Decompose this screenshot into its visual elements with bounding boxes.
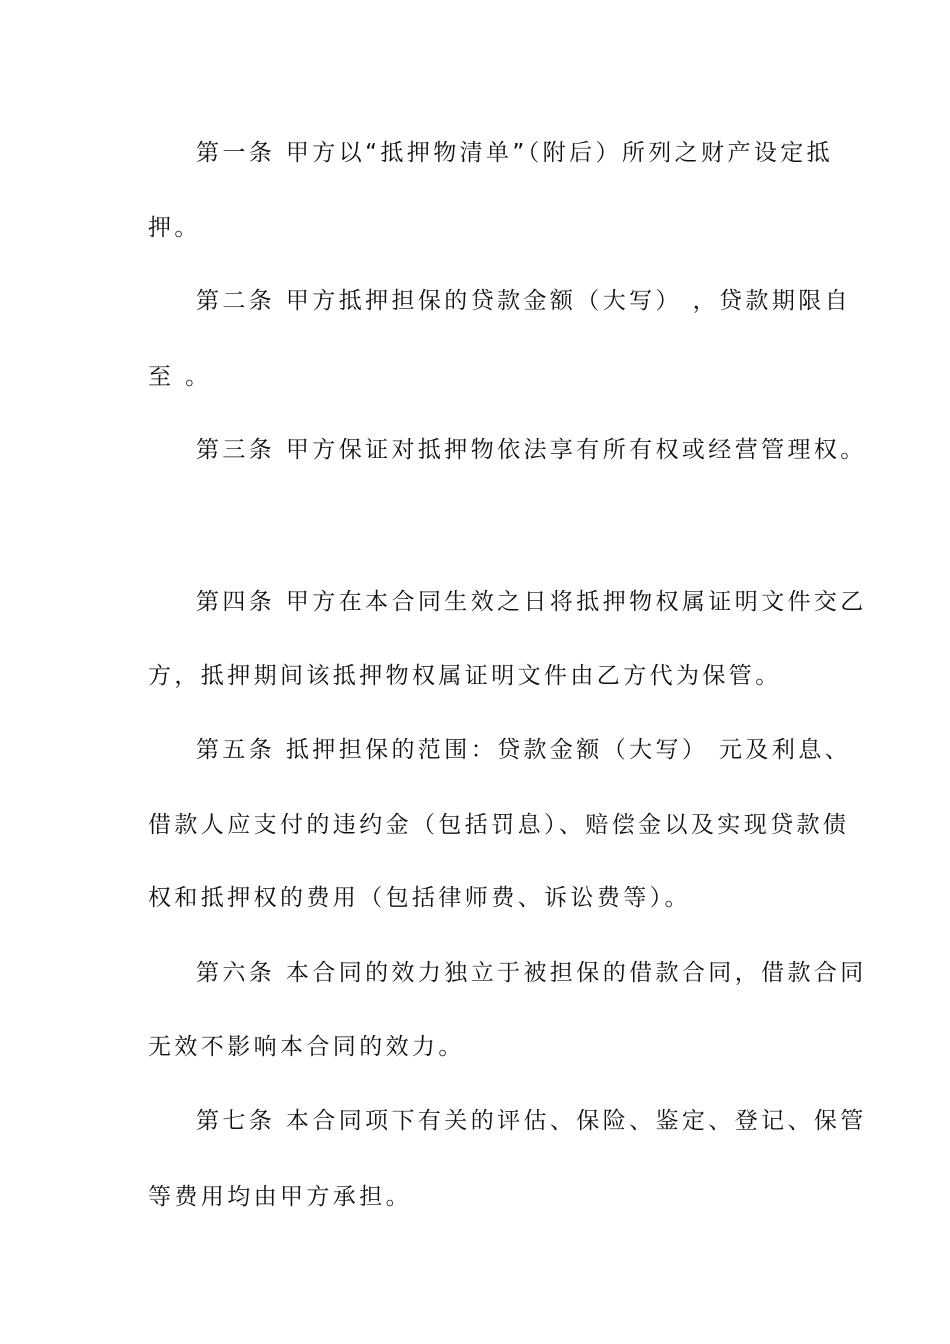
article-1-line-1: 第一条 甲方以“抵押物清单”（附后）所列之财产设定抵 bbox=[196, 140, 834, 166]
article-3-line-1: 第三条 甲方保证对抵押物依法享有所有权或经营管理权。 bbox=[196, 437, 867, 463]
article-7-line-2: 等费用均由甲方承担。 bbox=[148, 1184, 412, 1210]
article-5-line-1: 第五条 抵押担保的范围：贷款金额（大写） 元及利息、 bbox=[196, 737, 852, 763]
article-6-line-1: 第六条 本合同的效力独立于被担保的借款合同，借款合同 bbox=[196, 960, 867, 986]
article-4-line-2: 方，抵押期间该抵押物权属证明文件由乙方代为保管。 bbox=[148, 663, 782, 689]
article-7-line-1: 第七条 本合同项下有关的评估、保险、鉴定、登记、保管 bbox=[196, 1108, 867, 1134]
article-5-line-3: 权和抵押权的费用（包括律师费、诉讼费等）。 bbox=[148, 885, 691, 911]
article-6-line-2: 无效不影响本合同的效力。 bbox=[148, 1034, 465, 1060]
article-2-line-1: 第二条 甲方抵押担保的贷款金额（大写） ，贷款期限自 bbox=[196, 288, 852, 314]
article-1-line-2: 押。 bbox=[148, 215, 201, 241]
article-4-line-1: 第四条 甲方在本合同生效之日将抵押物权属证明文件交乙 bbox=[196, 589, 867, 615]
article-2-line-2: 至 。 bbox=[148, 364, 212, 390]
article-5-line-2: 借款人应支付的违约金（包括罚息）、赔偿金以及实现贷款债 bbox=[148, 812, 850, 838]
